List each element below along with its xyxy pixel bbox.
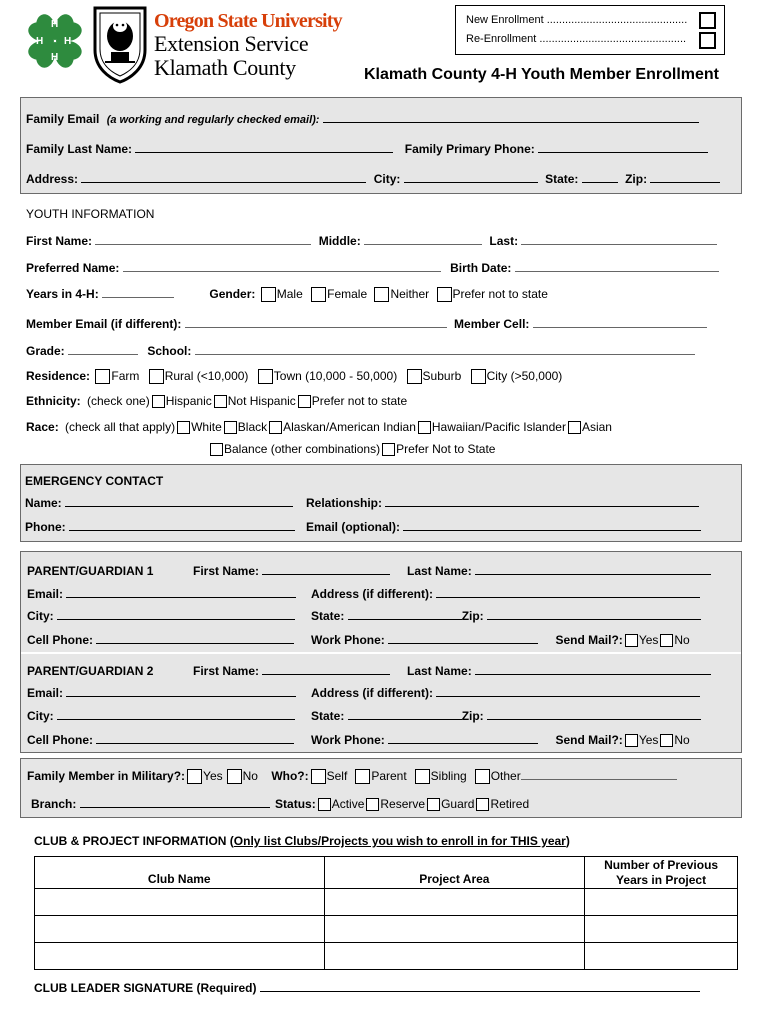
status-option: Reserve	[380, 797, 426, 811]
guardian1-cell-label: Cell Phone:	[27, 633, 94, 647]
enrollment-type-box	[455, 5, 725, 55]
svg-text:H: H	[64, 36, 72, 47]
gender-option: Prefer not to state	[452, 287, 548, 301]
race-balance-checkbox[interactable]	[210, 443, 223, 456]
emergency-phone-label: Phone:	[25, 520, 66, 534]
ethnicity-option: Not Hispanic	[227, 394, 296, 408]
gender-option: Neither	[390, 287, 430, 301]
guardian1-email-field[interactable]	[66, 587, 296, 598]
member-cell-field[interactable]	[533, 317, 707, 328]
guardian1-zip-label: Zip:	[461, 609, 484, 623]
family-phone-field[interactable]	[538, 142, 708, 153]
preferred-name-label: Preferred Name:	[26, 261, 120, 275]
status-retired-checkbox[interactable]	[476, 798, 489, 811]
guardian1-cell-field[interactable]	[96, 633, 294, 644]
guardian1-first-name-field[interactable]	[262, 564, 390, 575]
status-option: Retired	[490, 797, 530, 811]
middle-name-label: Middle:	[318, 234, 361, 248]
race-option: Alaskan/American Indian	[283, 420, 416, 434]
guardian1-work-label: Work Phone:	[311, 633, 385, 647]
club-name-cell[interactable]	[35, 943, 325, 970]
emergency-name-label: Name:	[25, 496, 62, 510]
guardian1-city-label: City:	[27, 609, 54, 623]
school-field[interactable]	[195, 344, 695, 355]
who-option: Other	[490, 769, 521, 783]
gender-neither-checkbox[interactable]	[374, 287, 389, 302]
clubs-title-prefix: CLUB & PROJECT INFORMATION (	[34, 834, 234, 848]
emergency-contact-section	[20, 464, 742, 542]
address-label: Address:	[26, 172, 79, 186]
guardian2-work-label: Work Phone:	[311, 733, 385, 747]
who-other-checkbox[interactable]	[475, 769, 490, 784]
youth-section-title: YOUTH INFORMATION	[26, 207, 155, 221]
family-last-name-label: Family Last Name:	[26, 142, 133, 156]
member-cell-label: Member Cell:	[454, 317, 530, 331]
guardian2-mail-yes-checkbox[interactable]	[625, 734, 638, 747]
city-field[interactable]	[404, 172, 538, 183]
guardian1-mail-yes: Yes	[638, 633, 659, 647]
family-last-name-field[interactable]	[135, 142, 393, 153]
osu-name: Oregon State University	[154, 10, 342, 32]
family-section	[20, 97, 742, 194]
svg-text:H: H	[51, 19, 59, 30]
guardian2-zip-field[interactable]	[487, 709, 701, 720]
residence-option: Farm	[111, 369, 140, 383]
guardian2-title: PARENT/GUARDIAN 2	[27, 664, 154, 678]
residence-city-checkbox[interactable]	[471, 369, 486, 384]
osu-beaver-seal	[91, 4, 149, 84]
guardian2-address-label: Address (if different):	[311, 686, 434, 700]
state-label: State:	[545, 172, 579, 186]
grade-label: Grade:	[26, 344, 65, 358]
emergency-phone-field[interactable]	[69, 520, 295, 531]
status-reserve-checkbox[interactable]	[366, 798, 379, 811]
gender-option: Female	[327, 287, 368, 301]
project-area-cell[interactable]	[324, 889, 585, 916]
4h-clover-logo	[22, 8, 88, 74]
gender-prefer-not-checkbox[interactable]	[437, 287, 452, 302]
svg-text:H: H	[51, 52, 59, 63]
school-label: School:	[147, 344, 192, 358]
residence-option: City (>50,000)	[486, 369, 563, 383]
guardian2-email-field[interactable]	[66, 686, 296, 697]
guardian-divider	[21, 652, 741, 654]
extension-service: Extension Service	[154, 31, 309, 56]
guardian2-city-field[interactable]	[57, 709, 295, 720]
table-row	[35, 916, 738, 943]
table-row	[35, 943, 738, 970]
col-previous-years: Number of Previous Years in Project	[585, 857, 738, 889]
emergency-email-label: Email (optional):	[306, 520, 400, 534]
status-option: Guard	[441, 797, 475, 811]
address-field[interactable]	[81, 172, 366, 183]
years-in-4h-field[interactable]	[102, 287, 174, 298]
military-section	[20, 758, 742, 818]
guardian2-work-field[interactable]	[388, 733, 538, 744]
race-option: Balance (other combinations)	[224, 442, 381, 456]
club-leader-signature-label: CLUB LEADER SIGNATURE (Required)	[34, 981, 257, 995]
guardian1-zip-field[interactable]	[487, 609, 701, 620]
guardian1-email-label: Email:	[27, 587, 64, 601]
last-name-field[interactable]	[521, 234, 717, 245]
who-option: Sibling	[430, 769, 467, 783]
ethnicity-note: (check one)	[87, 394, 150, 408]
clubs-section-title	[34, 834, 570, 848]
emergency-contact-title: EMERGENCY CONTACT	[25, 474, 164, 488]
branch-field[interactable]	[80, 797, 270, 808]
years-cell[interactable]	[585, 943, 738, 970]
who-self-checkbox[interactable]	[311, 769, 326, 784]
re-enrollment-checkbox[interactable]	[699, 32, 716, 49]
guardian1-send-mail-label: Send Mail?:	[555, 633, 623, 647]
guardian2-address-field[interactable]	[436, 686, 700, 697]
who-option: Self	[326, 769, 348, 783]
ethnicity-hispanic-checkbox[interactable]	[152, 395, 165, 408]
guardian2-email-label: Email:	[27, 686, 64, 700]
guardian2-city-label: City:	[27, 709, 54, 723]
project-area-cell[interactable]	[324, 943, 585, 970]
svg-text:H: H	[36, 36, 44, 47]
residence-suburb-checkbox[interactable]	[407, 369, 422, 384]
project-area-cell[interactable]	[324, 916, 585, 943]
status-label: Status:	[275, 797, 316, 811]
clubs-table	[34, 856, 738, 970]
ethnicity-prefer-not-checkbox[interactable]	[298, 395, 311, 408]
last-name-label: Last:	[489, 234, 519, 248]
club-name-cell[interactable]	[35, 889, 325, 916]
race-black-checkbox[interactable]	[224, 421, 237, 434]
guardian2-last-name-field[interactable]	[475, 664, 711, 675]
clubs-title-underlined: Only list Clubs/Projects you wish to enroll in for THIS year	[233, 834, 566, 848]
guardian1-state-label: State:	[311, 609, 345, 623]
emergency-name-field[interactable]	[65, 496, 293, 507]
osu-wordmark	[154, 10, 342, 80]
guardian1-mail-no-checkbox[interactable]	[660, 634, 673, 647]
race-asian-checkbox[interactable]	[568, 421, 581, 434]
ethnicity-not-hispanic-checkbox[interactable]	[214, 395, 227, 408]
residence-label: Residence:	[26, 369, 91, 383]
re-enrollment-label: Re-Enrollment ................................................	[466, 33, 687, 45]
race-prefer-not-checkbox[interactable]	[382, 443, 395, 456]
years-in-4h-label: Years in 4-H:	[26, 287, 99, 301]
emergency-email-field[interactable]	[403, 520, 701, 531]
ethnicity-option: Hispanic	[165, 394, 212, 408]
who-option: Parent	[371, 769, 407, 783]
guardian2-mail-yes: Yes	[638, 733, 659, 747]
years-cell[interactable]	[585, 916, 738, 943]
gender-male-checkbox[interactable]	[261, 287, 276, 302]
guardian2-mail-no: No	[674, 733, 690, 747]
table-header-row	[35, 857, 738, 889]
col-club-name: Club Name	[35, 857, 325, 889]
residence-rural-checkbox[interactable]	[149, 369, 164, 384]
race-note: (check all that apply)	[65, 420, 176, 434]
guardian2-zip-label: Zip:	[461, 709, 484, 723]
race-option: Prefer Not to State	[396, 442, 496, 456]
race-option: Asian	[581, 420, 612, 434]
klamath-county: Klamath County	[154, 55, 296, 80]
race-option: Black	[237, 420, 268, 434]
member-email-label: Member Email (if different):	[26, 317, 182, 331]
guardian2-cell-field[interactable]	[96, 733, 294, 744]
race-hawaiian-checkbox[interactable]	[418, 421, 431, 434]
zip-field[interactable]	[650, 172, 720, 183]
first-name-label: First Name:	[26, 234, 93, 248]
guardian2-send-mail-label: Send Mail?:	[555, 733, 623, 747]
club-leader-signature-field[interactable]	[260, 981, 700, 992]
guardian1-address-label: Address (if different):	[311, 587, 434, 601]
who-other-field[interactable]	[521, 769, 677, 780]
clubs-title-suffix: )	[565, 834, 570, 848]
guardian1-state-field[interactable]	[348, 609, 462, 620]
residence-option: Suburb	[422, 369, 462, 383]
military-who-label: Who?:	[271, 769, 309, 783]
guardian1-work-field[interactable]	[388, 633, 538, 644]
guardian2-first-name-label: First Name:	[193, 664, 260, 678]
guardian1-address-field[interactable]	[436, 587, 700, 598]
guardian1-mail-yes-checkbox[interactable]	[625, 634, 638, 647]
guardian2-mail-no-checkbox[interactable]	[660, 734, 673, 747]
race-alaskan-checkbox[interactable]	[269, 421, 282, 434]
guardian2-first-name-field[interactable]	[262, 664, 390, 675]
city-label: City:	[373, 172, 401, 186]
club-name-cell[interactable]	[35, 916, 325, 943]
guardian2-state-label: State:	[311, 709, 345, 723]
gender-label: Gender:	[209, 287, 256, 301]
form-title: Klamath County 4-H Youth Member Enrollment	[364, 66, 719, 83]
residence-option: Town (10,000 - 50,000)	[273, 369, 398, 383]
zip-label: Zip:	[625, 172, 648, 186]
guardian1-mail-no: No	[674, 633, 690, 647]
emergency-relationship-field[interactable]	[385, 496, 699, 507]
birth-date-label: Birth Date:	[450, 261, 512, 275]
residence-option: Rural (<10,000)	[164, 369, 249, 383]
guardian2-cell-label: Cell Phone:	[27, 733, 94, 747]
family-email-label: Family Email	[26, 112, 100, 126]
race-option: White	[191, 420, 222, 434]
new-enrollment-checkbox[interactable]	[699, 12, 716, 29]
emergency-relationship-label: Relationship:	[306, 496, 383, 510]
guardian1-first-name-label: First Name:	[193, 564, 260, 578]
status-guard-checkbox[interactable]	[427, 798, 440, 811]
years-cell[interactable]	[585, 889, 738, 916]
family-email-field[interactable]	[323, 112, 699, 123]
gender-option: Male	[276, 287, 303, 301]
race-option: Hawaiian/Pacific Islander	[431, 420, 566, 434]
residence-farm-checkbox[interactable]	[95, 369, 110, 384]
gender-female-checkbox[interactable]	[311, 287, 326, 302]
guardian1-last-name-field[interactable]	[475, 564, 711, 575]
military-no: No	[242, 769, 258, 783]
grade-field[interactable]	[68, 344, 138, 355]
military-yes-checkbox[interactable]	[187, 769, 202, 784]
guardian1-title: PARENT/GUARDIAN 1	[27, 564, 154, 578]
middle-name-field[interactable]	[364, 234, 482, 245]
new-enrollment-label: New Enrollment ..............................................	[466, 14, 688, 26]
residence-town-checkbox[interactable]	[258, 369, 273, 384]
who-sibling-checkbox[interactable]	[415, 769, 430, 784]
guardian2-state-field[interactable]	[348, 709, 462, 720]
member-email-field[interactable]	[185, 317, 447, 328]
family-phone-label: Family Primary Phone:	[404, 142, 535, 156]
race-label: Race:	[26, 420, 59, 434]
guardian1-last-name-label: Last Name:	[407, 564, 472, 578]
military-no-checkbox[interactable]	[227, 769, 242, 784]
military-yes: Yes	[203, 769, 223, 783]
race-white-checkbox[interactable]	[177, 421, 190, 434]
birth-date-field[interactable]	[515, 261, 719, 272]
who-parent-checkbox[interactable]	[355, 769, 370, 784]
ethnicity-option: Prefer not to state	[311, 394, 408, 408]
status-active-checkbox[interactable]	[318, 798, 331, 811]
branch-label: Branch:	[31, 797, 77, 811]
status-option: Active	[331, 797, 365, 811]
family-email-note: (a working and regularly checked email):	[106, 114, 320, 126]
guardian1-city-field[interactable]	[57, 609, 295, 620]
first-name-field[interactable]	[95, 234, 311, 245]
ethnicity-label: Ethnicity:	[26, 394, 81, 408]
state-field[interactable]	[582, 172, 618, 183]
table-row	[35, 889, 738, 916]
preferred-name-field[interactable]	[123, 261, 441, 272]
col-project-area: Project Area	[324, 857, 585, 889]
guardian2-last-name-label: Last Name:	[407, 664, 472, 678]
military-label: Family Member in Military?:	[27, 769, 186, 783]
